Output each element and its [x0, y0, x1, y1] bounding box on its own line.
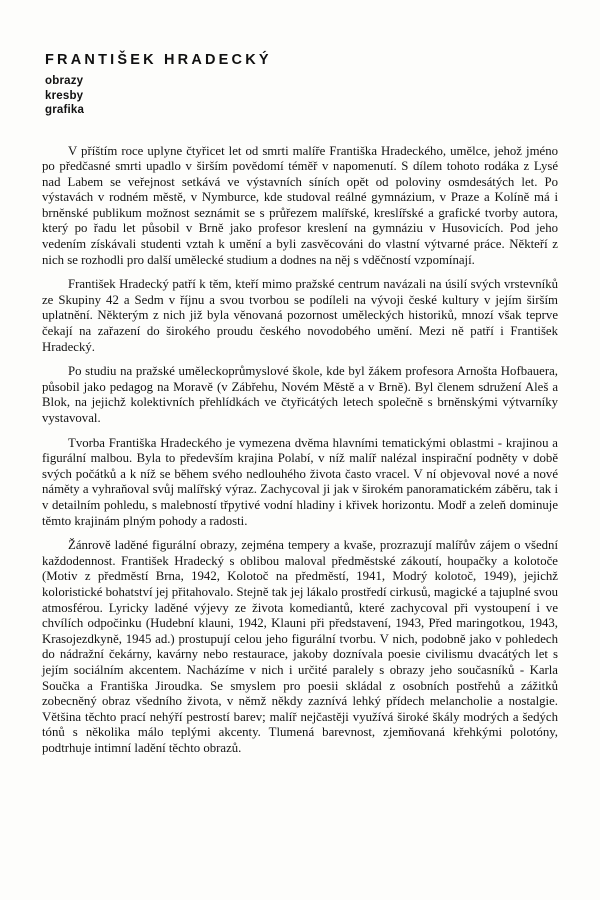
paragraph: V příštím roce uplyne čtyřicet let od smrti malíře Františka Hradeckého, umělce, jehož jméno po předčasné smrti upadlo v širším povědomí téměř v napomenutí. S dílem tohoto rodáka z Lysé nad Labem se veřejnost setkává ve výstavních síních opět od poloviny osmdesátých let. Po výstavách v rodném městě, v Nymburce, kde studoval reálné gymnázium, v Praze a Kolíně má i brněnské publikum možnost seznámit se s průřezem malířské, kreslířské a grafické tvorby autora, který po řadu let působil v Brně jako profesor kreslení na gymnáziu v Husovicích. Pod jeho vedením získávali studenti vztah k umění a byli zasvěcováni do vlastní výtvarné práce. Někteří z nich se rozhodli pro další umělecké studium a dodnes na něj s vděčností vzpomínají.: [42, 143, 558, 267]
category-list: [45, 74, 558, 118]
paragraph: Žánrově laděné figurální obrazy, zejména tempery a kvaše, prozrazují malířův zájem o všední každodennost. František Hradecký s oblibou maloval předměstské zákoutí, houpačky a kolotoče (Motiv z předměstí Brna, 1942, Kolotoč na předměstí, 1941, Modrý kolotoč, 1949), jejichž koloristické bohatství jej přitahovalo. Stejně tak jej lákalo prostředí cirkusů, magické a tajuplné svou atmosférou. Lyricky laděné výjevy ze života komediantů, které zachycoval při vystoupení i ve chvílích odpočinku (Hudební klauni, 1942, Klauni při představení, 1943, Před maringotkou, 1943, Krasojezdkyně, 1945 ad.) prostupují celou jeho figurální tvorbu. V nich, podobně jako v pohledech do nádražní čekárny, kavárny nebo restaurace, jakoby doznívala poesie civilismu dvacátých let s jejím sociálním akcentem. Nacházíme v nich i určité paralely s obrazy jeho současníků - Karla Součka a Františka Jiroudka. Se smyslem pro poesii skládal z osobních postřehů a zážitků zobecněný obraz všedního života, v němž někdy zaznívá lehký přídech melancholie a nostalgie. Většina těchto prací nehýří pestrostí barev; malíř nejčastěji využívá široké škály modrých a šedých tónů s několika málo teplými akcenty. Tlumená barevnost, zjemňovaná křehkými polotóny, podtrhuje intimní ladění těchto obrazů.: [42, 538, 558, 755]
document-header: [45, 52, 558, 118]
document-body: [42, 144, 558, 757]
category-item-kresby: kresby: [45, 89, 84, 102]
category-item-grafika: grafika: [45, 104, 85, 116]
category-item-obrazy: obrazy: [45, 75, 84, 87]
artist-name: FRANTIŠEK HRADECKÝ: [45, 52, 272, 68]
paragraph: Po studiu na pražské uměleckoprůmyslové škole, kde byl žákem profesora Arnošta Hofbauera, působil jako pedagog na Moravě (v Zábřehu, Novém Městě a v Brně). Byl členem sdružení Aleš a Blok, na jejichž kolektivních přehlídkách ve čtyřicátých letech společně s brněnskými výtvarníky vystavoval.: [42, 364, 558, 425]
paragraph: František Hradecký patří k těm, kteří mimo pražské centrum navázali na úsilí svých vrstevníků ze Skupiny 42 a Sedm v říjnu a svou tvorbou se podíleli na vývoji české kultury v jejím širším uplatnění. Některým z nich již byla věnovaná pozornost uměleckých historiků, mnozí však teprve čekají na zařazení do širokého proudu českého novodobého umění. Mezi ně patří i František Hradecký.: [42, 277, 558, 354]
paragraph: Tvorba Františka Hradeckého je vymezena dvěma hlavními tematickými oblastmi - krajinou a figurální malbou. Byla to především krajina Polabí, v níž malíř nalézal inspirační podněty v době svých počátků a k níž se během svého nedlouhého života často vracel. V ní objevoval nové a nové náměty a vyhraňoval svůj malířský výraz. Zachycoval ji jak v širokém panoramatickém záběru, tak i v detailním pohledu, s malebností třpytivé vodní hladiny i křivek horizontu. Modř a zeleň dominuje těmto krajinám plným pohody a radosti.: [42, 435, 558, 528]
